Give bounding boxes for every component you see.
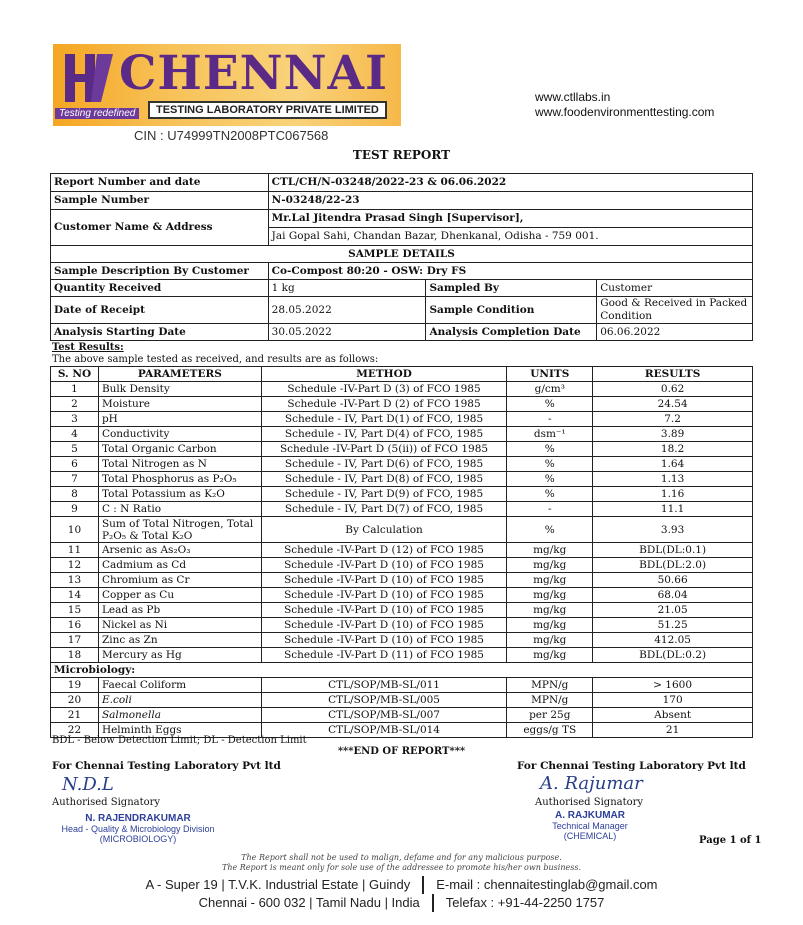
- table-row: [51, 693, 753, 708]
- websites: [535, 90, 714, 120]
- website-1[interactable]: www.ctllabs.in: [535, 90, 611, 104]
- logo-brand: CHENNAI: [119, 46, 389, 101]
- analysis-start-value: 30.05.2022: [268, 324, 426, 341]
- column-header: PARAMETERS: [98, 367, 261, 382]
- row-number: 18: [51, 648, 99, 663]
- sample-details-heading: SAMPLE DETAILS: [51, 246, 753, 263]
- telefax-contact: Telefax : +91-44-2250 1757: [445, 895, 605, 910]
- website-2[interactable]: www.foodenvironmenttesting.com: [535, 105, 715, 119]
- row-unit: mg/kg: [507, 543, 593, 558]
- table-row: [51, 603, 753, 618]
- row-unit: MPN/g: [507, 678, 593, 693]
- row-result: 7.2: [593, 412, 753, 427]
- row-parameter: Total Organic Carbon: [98, 442, 261, 457]
- cin-number: CIN : U74999TN2008PTC067568: [134, 128, 329, 143]
- row-unit: %: [507, 517, 593, 543]
- test-results-note: The above sample tested as received, and results are as follows:: [52, 354, 379, 365]
- row-number: 10: [51, 517, 99, 543]
- row-unit: %: [507, 397, 593, 412]
- page-title: TEST REPORT: [352, 148, 451, 162]
- row-number: 8: [51, 487, 99, 502]
- row-unit: mg/kg: [507, 573, 593, 588]
- row-number: 5: [51, 442, 99, 457]
- row-method: Schedule -IV-Part D (10) of FCO 1985: [261, 603, 507, 618]
- logo-subtitle: TESTING LABORATORY PRIVATE LIMITED: [148, 101, 387, 119]
- table-row: [51, 397, 753, 412]
- table-row: [51, 618, 753, 633]
- sampled-by-value: Customer: [597, 280, 753, 297]
- column-header: S. NO: [51, 367, 99, 382]
- row-parameter: Nickel as Ni: [98, 618, 261, 633]
- table-row: [51, 502, 753, 517]
- row-unit: g/cm³: [507, 382, 593, 397]
- row-number: 13: [51, 573, 99, 588]
- row-result: 18.2: [593, 442, 753, 457]
- table-row: [51, 457, 753, 472]
- right-signatory-title: Technical Manager: [552, 821, 628, 831]
- address-line-2: Chennai - 600 032 | Tamil Nadu | India: [198, 895, 420, 910]
- left-signatory-role: Authorised Signatory: [52, 797, 161, 808]
- row-method: Schedule - IV, Part D(7) of FCO, 1985: [261, 502, 507, 517]
- left-signatory-org: For Chennai Testing Laboratory Pvt ltd: [52, 760, 281, 772]
- row-method: Schedule -IV-Part D (10) of FCO 1985: [261, 618, 507, 633]
- table-row: [51, 472, 753, 487]
- row-number: 15: [51, 603, 99, 618]
- footer-address: [0, 876, 803, 912]
- column-header: METHOD: [261, 367, 507, 382]
- results-table: [50, 366, 753, 738]
- microbiology-heading: Microbiology:: [51, 663, 753, 678]
- row-unit: mg/kg: [507, 648, 593, 663]
- row-unit: -: [507, 502, 593, 517]
- receipt-date-label: Date of Receipt: [51, 297, 269, 324]
- row-method: CTL/SOP/MB-SL/014: [261, 723, 507, 738]
- table-row: [51, 558, 753, 573]
- column-header: UNITS: [507, 367, 593, 382]
- row-parameter: Bulk Density: [98, 382, 261, 397]
- row-number: 7: [51, 472, 99, 487]
- row-parameter: C : N Ratio: [98, 502, 261, 517]
- row-method: Schedule -IV-Part D (12) of FCO 1985: [261, 543, 507, 558]
- row-method: Schedule - IV, Part D(1) of FCO, 1985: [261, 412, 507, 427]
- email-contact[interactable]: E-mail : chennaitestinglab@gmail.com: [436, 877, 658, 892]
- row-method: Schedule -IV-Part D (5(ii)) of FCO 1985: [261, 442, 507, 457]
- row-method: Schedule -IV-Part D (10) of FCO 1985: [261, 558, 507, 573]
- row-result: 1.64: [593, 457, 753, 472]
- ctl-logo-icon: [61, 50, 117, 106]
- row-number: 4: [51, 427, 99, 442]
- company-logo: [53, 44, 401, 126]
- row-method: Schedule -IV-Part D (11) of FCO 1985: [261, 648, 507, 663]
- row-parameter: Moisture: [98, 397, 261, 412]
- row-result: 24.54: [593, 397, 753, 412]
- row-unit: mg/kg: [507, 633, 593, 648]
- row-result: 51.25: [593, 618, 753, 633]
- row-parameter: Mercury as Hg: [98, 648, 261, 663]
- row-parameter: Zinc as Zn: [98, 633, 261, 648]
- analysis-start-label: Analysis Starting Date: [51, 324, 269, 341]
- row-parameter: Salmonella: [98, 708, 261, 723]
- row-result: 1.16: [593, 487, 753, 502]
- table-row: [51, 648, 753, 663]
- row-number: 11: [51, 543, 99, 558]
- row-parameter: Chromium as Cr: [98, 573, 261, 588]
- row-result: 3.89: [593, 427, 753, 442]
- row-unit: eggs/g TS: [507, 723, 593, 738]
- analysis-completion-label: Analysis Completion Date: [426, 324, 597, 341]
- quantity-value: 1 kg: [268, 280, 426, 297]
- row-method: Schedule - IV, Part D(9) of FCO, 1985: [261, 487, 507, 502]
- logo-tagline: Testing redefined: [55, 108, 139, 119]
- row-result: 3.93: [593, 517, 753, 543]
- row-method: CTL/SOP/MB-SL/011: [261, 678, 507, 693]
- row-parameter: Helminth Eggs: [98, 723, 261, 738]
- end-of-report: ***END OF REPORT***: [337, 746, 466, 757]
- quantity-label: Quantity Received: [51, 280, 269, 297]
- table-row: [51, 588, 753, 603]
- table-row: [51, 427, 753, 442]
- right-signatory-org: For Chennai Testing Laboratory Pvt ltd: [517, 760, 746, 772]
- row-unit: %: [507, 442, 593, 457]
- row-unit: dsm⁻¹: [507, 427, 593, 442]
- row-method: CTL/SOP/MB-SL/005: [261, 693, 507, 708]
- sample-description-value: Co-Compost 80:20 - OSW: Dry FS: [268, 263, 752, 280]
- row-number: 21: [51, 708, 99, 723]
- customer-address: Jai Gopal Sahi, Chandan Bazar, Dhenkanal, Odisha - 759 001.: [268, 228, 752, 246]
- right-signatory-name: A. RAJKUMAR: [555, 810, 625, 821]
- sampled-by-label: Sampled By: [426, 280, 597, 297]
- sample-number-label: Sample Number: [51, 192, 269, 210]
- page-number: Page 1 of 1: [699, 835, 762, 846]
- row-number: 12: [51, 558, 99, 573]
- row-number: 14: [51, 588, 99, 603]
- table-row: [51, 442, 753, 457]
- table-row: [51, 678, 753, 693]
- table-row: [51, 412, 753, 427]
- row-result: 412.05: [593, 633, 753, 648]
- row-unit: mg/kg: [507, 618, 593, 633]
- row-result: BDL(DL:2.0): [593, 558, 753, 573]
- right-signatory-role: Authorised Signatory: [535, 797, 644, 808]
- customer-name: Mr.Lal Jitendra Prasad Singh [Supervisor],: [268, 210, 752, 228]
- row-number: 3: [51, 412, 99, 427]
- row-number: 9: [51, 502, 99, 517]
- row-number: 16: [51, 618, 99, 633]
- row-result: 0.62: [593, 382, 753, 397]
- right-signatory-division: (CHEMICAL): [563, 831, 617, 841]
- table-row: [51, 382, 753, 397]
- row-parameter: Total Phosphorus as P₂O₅: [98, 472, 261, 487]
- row-method: Schedule -IV-Part D (3) of FCO 1985: [261, 382, 507, 397]
- row-parameter: Arsenic as As₂O₃: [98, 543, 261, 558]
- row-number: 6: [51, 457, 99, 472]
- row-unit: mg/kg: [507, 588, 593, 603]
- row-result: > 1600: [593, 678, 753, 693]
- row-parameter: Conductivity: [98, 427, 261, 442]
- row-number: 22: [51, 723, 99, 738]
- row-parameter: pH: [98, 412, 261, 427]
- row-method: CTL/SOP/MB-SL/007: [261, 708, 507, 723]
- row-number: 19: [51, 678, 99, 693]
- row-parameter: Total Potassium as K₂O: [98, 487, 261, 502]
- receipt-date-value: 28.05.2022: [268, 297, 426, 324]
- row-unit: mg/kg: [507, 558, 593, 573]
- microbiology-section-row: [51, 663, 753, 678]
- row-parameter: Cadmium as Cd: [98, 558, 261, 573]
- row-parameter: Total Nitrogen as N: [98, 457, 261, 472]
- row-parameter: Copper as Cu: [98, 588, 261, 603]
- report-number-label: Report Number and date: [51, 174, 269, 192]
- row-result: BDL(DL:0.2): [593, 648, 753, 663]
- table-row: [51, 543, 753, 558]
- row-unit: per 25g: [507, 708, 593, 723]
- table-row: [51, 708, 753, 723]
- analysis-completion-value: 06.06.2022: [597, 324, 753, 341]
- row-method: Schedule - IV, Part D(4) of FCO, 1985: [261, 427, 507, 442]
- row-parameter: Lead as Pb: [98, 603, 261, 618]
- row-unit: %: [507, 487, 593, 502]
- left-signatory-title: Head - Quality & Microbiology Division: [61, 824, 215, 834]
- sample-description-label: Sample Description By Customer: [51, 263, 269, 280]
- customer-label: Customer Name & Address: [51, 210, 269, 246]
- report-number-value: CTL/CH/N-03248/2022-23 & 06.06.2022: [268, 174, 752, 192]
- right-signatory-stamp: [535, 810, 645, 841]
- footer-disclaimer-line: The Report shall not be used to malign, defame and for any malicious purpose.: [241, 853, 562, 862]
- legend-note: BDL - Below Detection Limit; DL - Detection Limit: [52, 735, 307, 746]
- table-row: [51, 633, 753, 648]
- row-unit: %: [507, 457, 593, 472]
- row-parameter: Sum of Total Nitrogen, Total P₂O₅ & Total K₂O: [98, 517, 261, 543]
- right-signature: A. Rajumar: [540, 773, 643, 794]
- footer-disclaimer: [0, 853, 803, 873]
- row-result: Absent: [593, 708, 753, 723]
- row-number: 20: [51, 693, 99, 708]
- sample-number-value: N-03248/22-23: [268, 192, 752, 210]
- row-number: 17: [51, 633, 99, 648]
- footer-disclaimer-line: The Report is meant only for sole use of the addressee to promote his/her own business.: [222, 863, 581, 872]
- row-method: Schedule - IV, Part D(8) of FCO, 1985: [261, 472, 507, 487]
- row-result: BDL(DL:0.1): [593, 543, 753, 558]
- table-row: [51, 573, 753, 588]
- row-result: 170: [593, 693, 753, 708]
- test-results-label: Test Results:: [52, 342, 124, 353]
- row-method: Schedule - IV, Part D(6) of FCO, 1985: [261, 457, 507, 472]
- left-signatory-division: (MICROBIOLOGY): [99, 834, 177, 844]
- column-header: RESULTS: [593, 367, 753, 382]
- sample-condition-label: Sample Condition: [426, 297, 597, 324]
- sample-condition-value: Good & Received in Packed Condition: [597, 297, 753, 324]
- row-unit: MPN/g: [507, 693, 593, 708]
- report-info-table: [50, 173, 753, 341]
- row-number: 1: [51, 382, 99, 397]
- row-unit: -: [507, 412, 593, 427]
- left-signature: N.D.L: [62, 774, 114, 795]
- row-result: 11.1: [593, 502, 753, 517]
- row-method: Schedule -IV-Part D (10) of FCO 1985: [261, 573, 507, 588]
- left-signatory-name: N. RAJENDRAKUMAR: [85, 813, 191, 824]
- table-row: [51, 517, 753, 543]
- row-unit: %: [507, 472, 593, 487]
- row-parameter: Faecal Coliform: [98, 678, 261, 693]
- row-number: 2: [51, 397, 99, 412]
- row-result: 1.13: [593, 472, 753, 487]
- left-signatory-stamp: [48, 813, 228, 844]
- results-body: [51, 382, 753, 738]
- address-line-1: A - Super 19 | T.V.K. Industrial Estate | Guindy: [145, 877, 411, 892]
- row-result: 50.66: [593, 573, 753, 588]
- row-result: 21.05: [593, 603, 753, 618]
- row-method: By Calculation: [261, 517, 507, 543]
- row-result: 21: [593, 723, 753, 738]
- row-unit: mg/kg: [507, 603, 593, 618]
- row-method: Schedule -IV-Part D (10) of FCO 1985: [261, 588, 507, 603]
- table-row: [51, 487, 753, 502]
- row-method: Schedule -IV-Part D (10) of FCO 1985: [261, 633, 507, 648]
- row-method: Schedule -IV-Part D (2) of FCO 1985: [261, 397, 507, 412]
- row-result: 68.04: [593, 588, 753, 603]
- row-parameter: E.coli: [98, 693, 261, 708]
